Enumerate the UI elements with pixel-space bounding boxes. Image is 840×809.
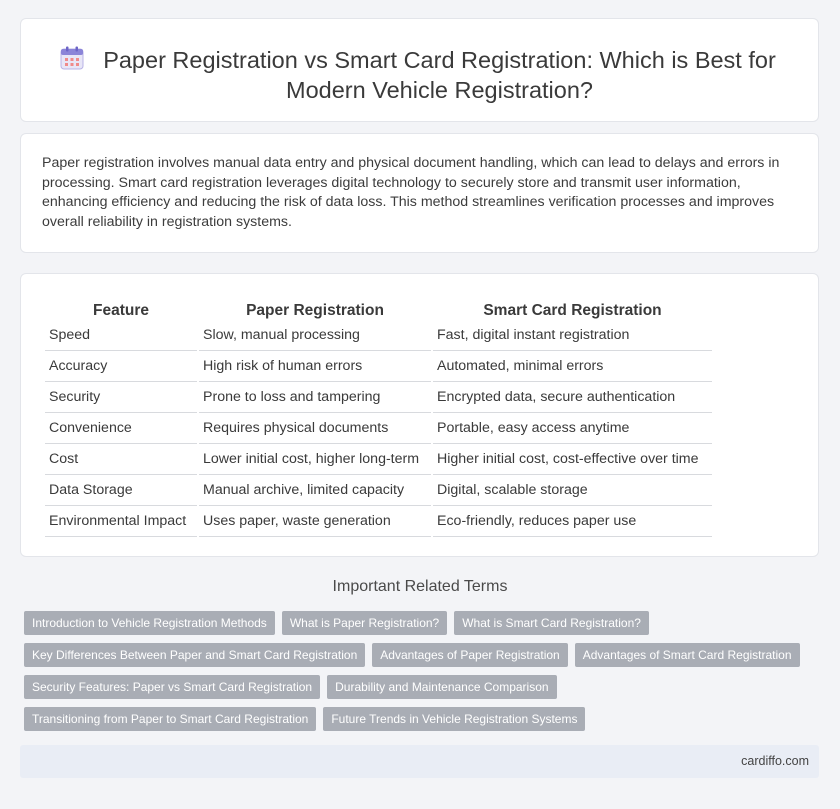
table-cell: Lower initial cost, higher long-term (199, 444, 431, 475)
table-cell: Automated, minimal errors (433, 351, 712, 382)
intro-card (20, 133, 819, 253)
table-row (45, 475, 712, 506)
tag-row (24, 643, 804, 667)
table-cell: Fast, digital instant registration (433, 320, 712, 351)
header-smart-card: Smart Card Registration (483, 302, 662, 319)
comparison-table (43, 294, 714, 537)
table-cell: Speed (45, 320, 197, 351)
tag-row (24, 675, 804, 699)
table-cell: Manual archive, limited capacity (199, 475, 431, 506)
related-term-link[interactable]: Advantages of Smart Card Registration (575, 643, 800, 667)
table-cell: Portable, easy access anytime (433, 413, 712, 444)
related-term-link[interactable]: Key Differences Between Paper and Smart Card Registration (24, 643, 365, 667)
table-cell: Digital, scalable storage (433, 475, 712, 506)
related-term-link[interactable]: Advantages of Paper Registration (372, 643, 567, 667)
tag-row (24, 707, 804, 731)
related-terms-heading: Important Related Terms (332, 578, 508, 595)
page-title: Paper Registration vs Smart Card Registration: Which is Best for Modern Vehicle Registration? (103, 47, 776, 103)
intro-paragraph: Paper registration involves manual data entry and physical document handling, which can lead to delays and errors in processing. Smart card registration leverages digital technology to securely store and transmit user information, enhancing efficiency and reducing the risk of data loss. This method streamlines verification processes and improves overall reliability in registration systems. (42, 155, 780, 230)
related-terms-list (24, 611, 804, 739)
table-cell: Accuracy (45, 351, 197, 382)
table-row (45, 351, 712, 382)
header-paper: Paper Registration (246, 302, 384, 319)
table-cell: Encrypted data, secure authentication (433, 382, 712, 413)
comparison-card (20, 273, 819, 557)
related-term-link[interactable]: What is Smart Card Registration? (454, 611, 649, 635)
table-header-row (45, 294, 712, 320)
table-cell: Uses paper, waste generation (199, 506, 431, 537)
related-term-link[interactable]: Future Trends in Vehicle Registration Systems (323, 707, 585, 731)
related-term-link[interactable]: Introduction to Vehicle Registration Methods (24, 611, 275, 635)
table-cell: High risk of human errors (199, 351, 431, 382)
table-row (45, 320, 712, 351)
related-term-link[interactable]: Transitioning from Paper to Smart Card Registration (24, 707, 316, 731)
table-cell: Cost (45, 444, 197, 475)
table-cell: Convenience (45, 413, 197, 444)
table-row (45, 444, 712, 475)
footer-site-link[interactable]: cardiffo.com (741, 754, 809, 768)
related-term-link[interactable]: Durability and Maintenance Comparison (327, 675, 556, 699)
table-cell: Data Storage (45, 475, 197, 506)
related-term-link[interactable]: Security Features: Paper vs Smart Card Registration (24, 675, 320, 699)
table-row (45, 413, 712, 444)
table-row (45, 382, 712, 413)
footer (20, 745, 819, 778)
table-cell: Security (45, 382, 197, 413)
header-feature: Feature (93, 302, 149, 319)
table-cell: Higher initial cost, cost-effective over time (433, 444, 712, 475)
tag-row (24, 611, 804, 635)
table-cell: Slow, manual processing (199, 320, 431, 351)
table-cell: Eco-friendly, reduces paper use (433, 506, 712, 537)
table-cell: Environmental Impact (45, 506, 197, 537)
table-cell: Prone to loss and tampering (199, 382, 431, 413)
related-term-link[interactable]: What is Paper Registration? (282, 611, 447, 635)
table-row (45, 506, 712, 537)
table-cell: Requires physical documents (199, 413, 431, 444)
title-card (20, 18, 819, 122)
